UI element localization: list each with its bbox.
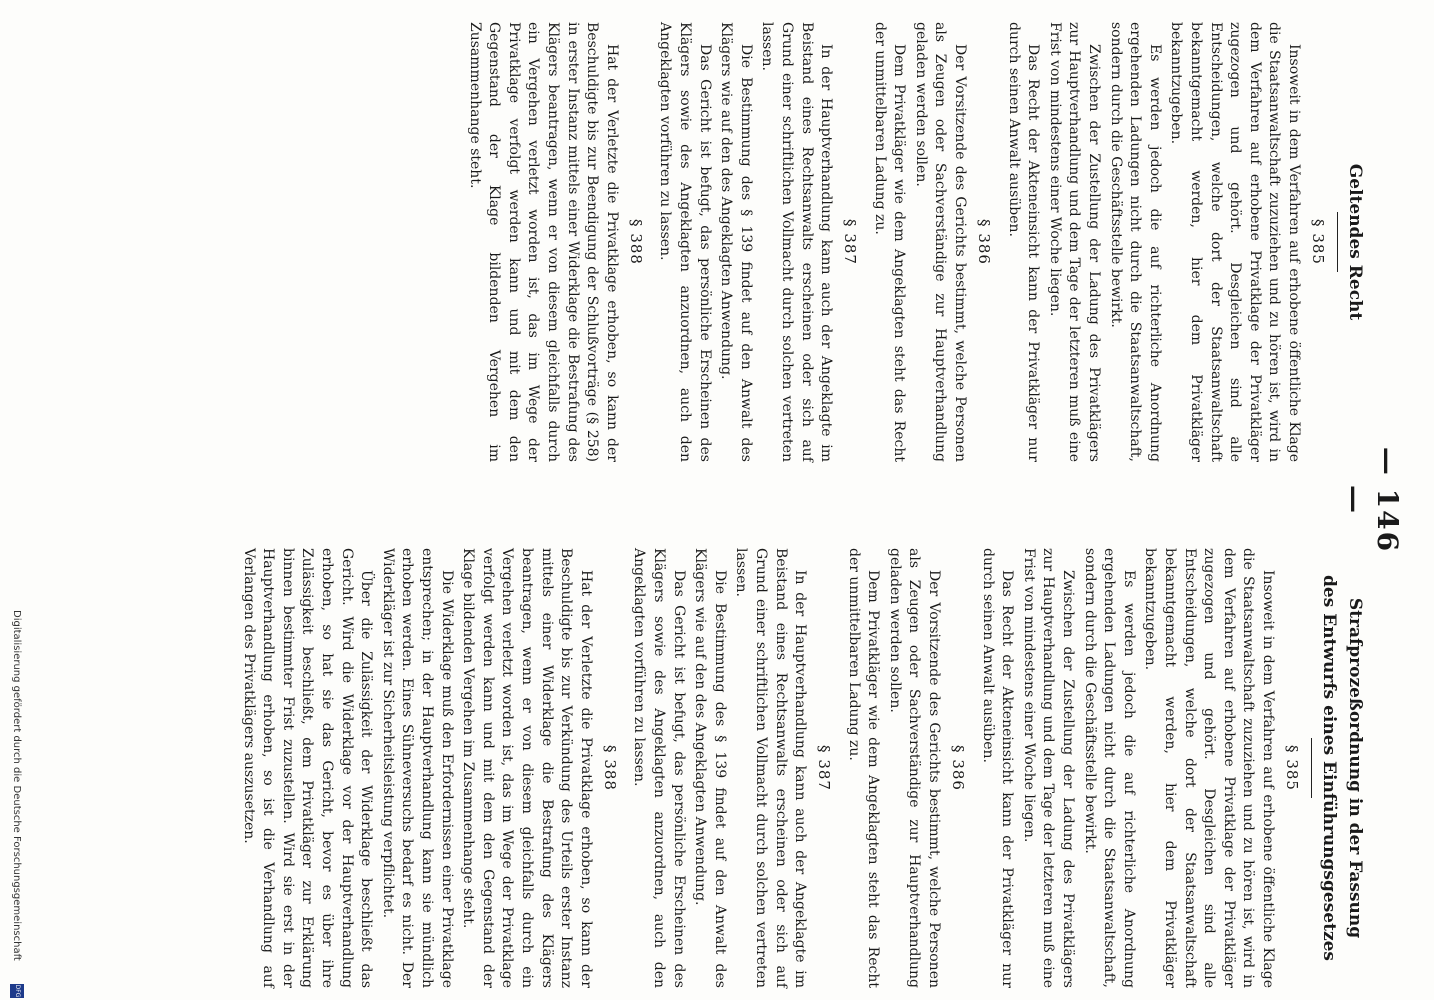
section-title: § 387 <box>841 219 860 265</box>
section-paragraph: Das Recht der Akteneinsicht kann der Privatkläger nur durch seinen Anwalt ausüben. <box>979 548 1016 988</box>
column-heading-draft-line2: des Entwurfs eines Einführungsgesetzes <box>1319 575 1339 961</box>
section <box>464 22 645 462</box>
section-title: § 385 <box>1309 219 1327 265</box>
section <box>629 548 833 988</box>
section-paragraph: Zwischen der Zustellung der Ladung des Privatklägers zur Hauptverhandlung und dem Tage der letzteren muß eine Frist von mindestens einer Woche liegen. <box>1046 22 1103 462</box>
funding-note: Digitalisierung gefördert durch die Deutsche Forschungsgemeinschaft <box>11 610 22 961</box>
section-paragraph: Der Vorsitzende des Gerichts bestimmt, welche Personen als Zeugen oder Sachverständige zur Hauptverhandlung geladen werden sollen. <box>886 548 943 988</box>
section-title: § 388 <box>626 219 645 265</box>
column-current-law <box>456 22 1366 462</box>
column-heading-current-law: Geltendes Recht <box>1345 163 1365 321</box>
column-draft-version <box>230 548 1366 988</box>
section <box>1003 22 1327 462</box>
right-sections <box>238 548 1301 988</box>
section-title: § 386 <box>975 219 994 265</box>
section-paragraph: Insoweit in dem Verfahren auf erhobene öffentliche Klage die Staatsanwaltschaft zuzuziehen und zu hören ist, wird in dem Verfahren auf erhobene Privatklage der Privatkläger zugezogen und gehört. Desgleichen sind alle Entscheidungen, welche dort der Staatsanwaltschaft bekanntgemacht werden, hier dem Privatkläger bekanntzugeben. <box>1142 548 1276 988</box>
section-paragraph: Die Bestimmung des § 139 findet auf den Anwalt des Klägers wie auf den des Angeklagten Anwendung. <box>692 548 728 988</box>
section-paragraph: Die Bestimmung des § 139 findet auf den Anwalt des Klägers wie auf den des Angeklagten Anwendung. <box>718 22 754 462</box>
heading-rule <box>1337 212 1338 272</box>
heading-rule <box>1311 738 1312 798</box>
section-paragraph: Das Gericht ist befugt, das persönliche Erscheinen des Klägers sowie des Angeklagten anzuordnen, auch den Angeklagten vorführen zu lassen. <box>631 548 687 988</box>
section <box>977 548 1301 988</box>
section-paragraph: Der Vorsitzende des Gerichts bestimmt, welche Personen als Zeugen oder Sachverständige zur Hauptverhandlung geladen werden sollen. <box>912 22 969 462</box>
section-paragraph: Die Widerklage muß den Erfordernissen einer Privatklage entsprechen; in der Hauptverhandlung kann sie mündlich erhoben werden. Eines Sühneversuchs bedarf es nicht. Der Widerkläger ist zur Sicherheitsleistung verpflichtet. <box>379 548 455 988</box>
section-paragraph: In der Hauptverhandlung kann auch der Angeklagte im Beistand eines Rechtsanwalts erscheinen oder sich auf Grund einer schriftlichen Vollmacht durch solchen vertreten lassen. <box>759 22 835 462</box>
column-heading-draft-line1: Strafprozeßordnung in der Fassung <box>1345 597 1365 939</box>
section <box>238 548 619 988</box>
section-title: § 386 <box>949 745 968 791</box>
dfg-logo: DFG <box>10 984 24 998</box>
section-title: § 387 <box>815 745 834 791</box>
section-title: § 388 <box>600 745 619 791</box>
section <box>843 548 967 988</box>
section-paragraph: Das Gericht ist befugt, das persönliche Erscheinen des Klägers sowie des Angeklagten anzuordnen, auch den Angeklagten vorführen zu lassen. <box>657 22 713 462</box>
section-paragraph: Es werden jedoch die auf richterliche Anordnung ergehenden Ladungen nicht durch die Staatsanwaltschaft, sondern durch die Geschäftsstelle bewirkt. <box>1107 22 1163 462</box>
section-paragraph: Dem Privatkläger wie dem Angeklagten steht das Recht der unmittelbaren Ladung zu. <box>871 22 908 462</box>
page-number: — 146 — <box>1338 446 1404 554</box>
section-paragraph: Hat der Verletzte die Privatklage erhoben, so kann der Beschuldigte bis zur Verkündung des Urteils erster Instanz mittels einer Widerklage die Bestrafung des Klägers beantragen, wenn er von diesem gleichfalls durch ein Vergehen verletzt worden ist, das im Wege der Privatklage verfolgt werden kann und mit dem den Gegenstand der Klage bildenden Vergehen im Zusammenhange steht. <box>460 548 594 988</box>
section-paragraph: Hat der Verletzte die Privatklage erhoben, so kann der Beschuldigte bis zur Beendigung der Schlußvorträge (§ 258) in erster Instanz mittels einer Widerklage die Bestrafung des Klägers beantragen, wenn er von diesem gleichfalls durch ein Vergehen verletzt worden ist, das im Wege der Privatklage verfolgt werden kann und mit dem den Gegenstand der Klage bildenden Vergehen im Zusammenhange steht. <box>466 22 620 462</box>
section-title: § 385 <box>1283 745 1301 791</box>
section-paragraph: Zwischen der Zustellung der Ladung des Privatklägers zur Hauptverhandlung und dem Tage der letzteren muß eine Frist von mindestens einer Woche liegen. <box>1020 548 1077 988</box>
section <box>869 22 993 462</box>
left-sections <box>464 22 1327 462</box>
section-paragraph: In der Hauptverhandlung kann auch der Angeklagte im Beistand eines Rechtsanwalts erscheinen oder sich auf Grund einer schriftlichen Vollmacht durch solchen vertreten lassen. <box>733 548 809 988</box>
section-paragraph: Dem Privatkläger wie dem Angeklagten steht das Recht der unmittelbaren Ladung zu. <box>845 548 882 988</box>
section-paragraph: Über die Zulässigkeit der Widerklage beschließt das Gericht. Wird die Widerklage vor der Hauptverhandlung erhoben, so hat sie das Gericht, bevor es über ihre Zulässigkeit beschließt, dem Privatkläger zur Erklärung binnen bestimmter Frist zuzustellen. Wird sie erst in der Hauptverhandlung erhoben, so ist die Verhandlung auf Verlangen des Privatklägers auszusetzen. <box>240 548 375 988</box>
section <box>655 22 859 462</box>
section-paragraph: Das Recht der Akteneinsicht kann der Privatkläger nur durch seinen Anwalt ausüben. <box>1005 22 1042 462</box>
section-paragraph: Insoweit in dem Verfahren auf erhobene öffentliche Klage die Staatsanwaltschaft zuzuziehen und zu hören ist, wird in dem Verfahren auf erhobene Privatklage der Privatkläger zugezogen und gehört. Desgleichen sind alle Entscheidungen, welche dort der Staatsanwaltschaft bekanntgemacht werden, hier dem Privatkläger bekanntzugeben. <box>1168 22 1302 462</box>
section-paragraph: Es werden jedoch die auf richterliche Anordnung ergehenden Ladungen nicht durch die Staatsanwaltschaft, sondern durch die Geschäftsstelle bewirkt. <box>1081 548 1137 988</box>
